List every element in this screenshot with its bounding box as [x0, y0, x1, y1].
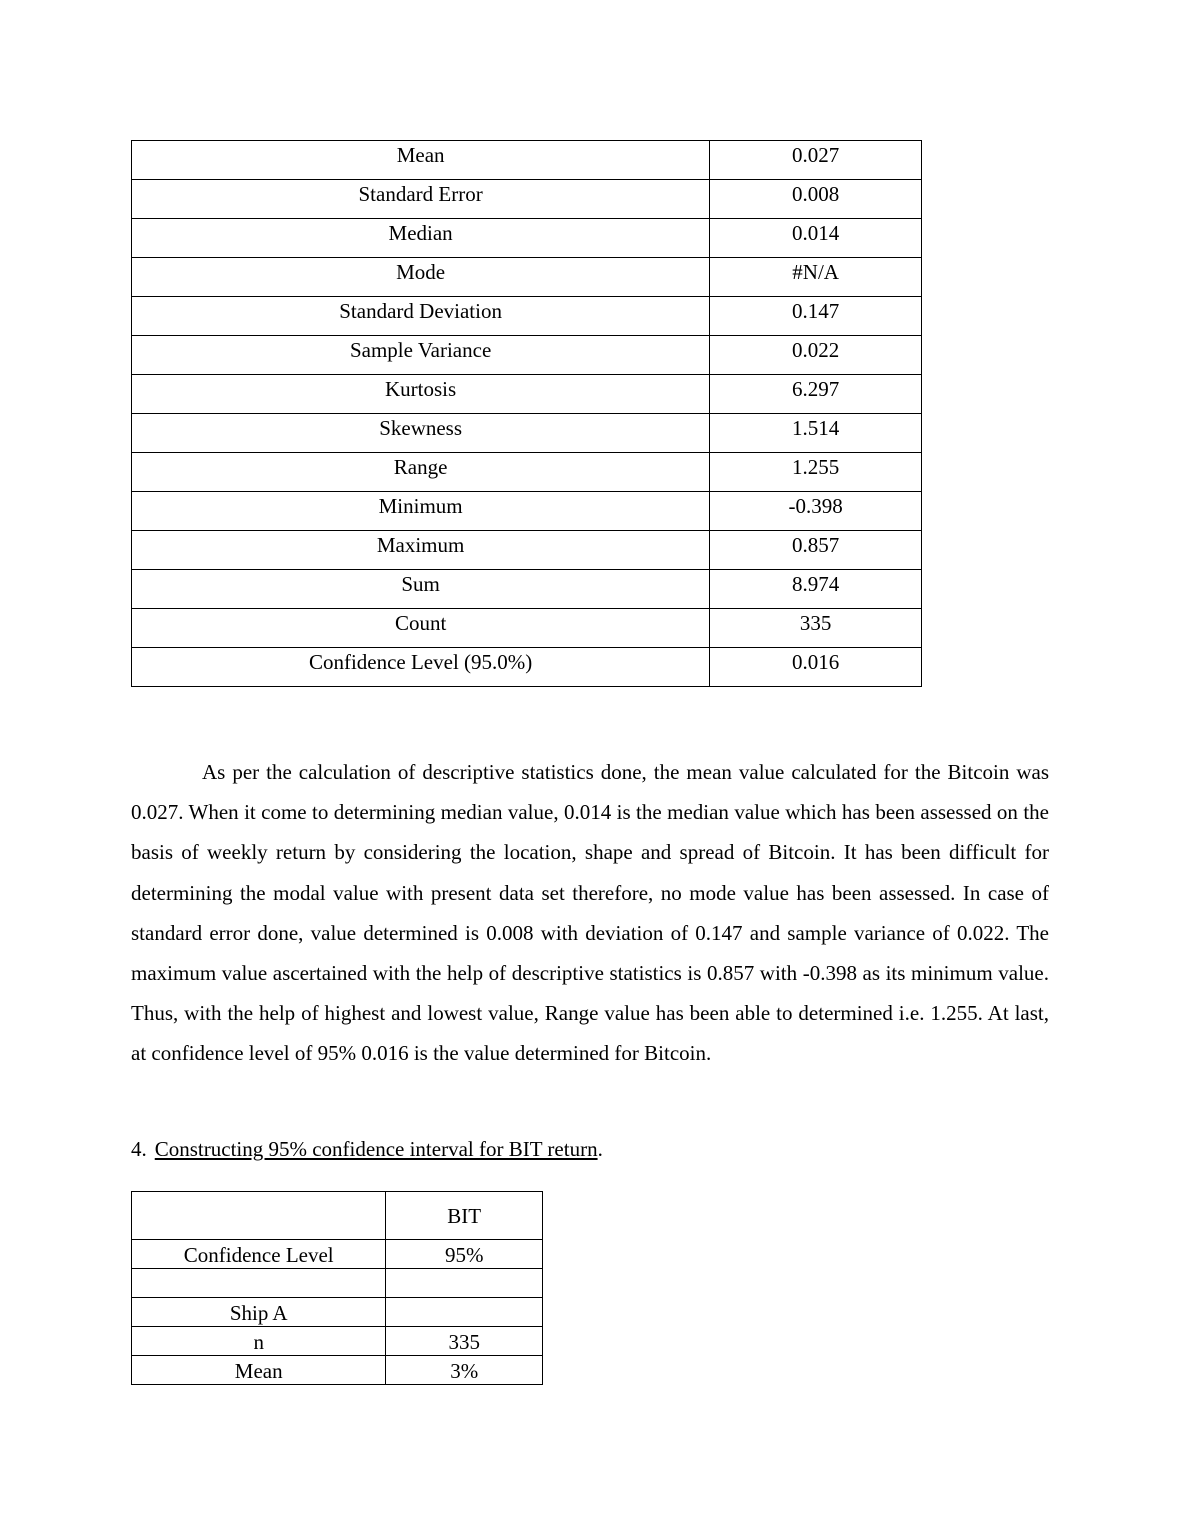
- stat-value: 0.022: [710, 336, 922, 375]
- stat-label: Minimum: [132, 492, 710, 531]
- table-row: [132, 453, 922, 492]
- stat-label: Range: [132, 453, 710, 492]
- table-row: [132, 609, 922, 648]
- table-row: [132, 336, 922, 375]
- ci-value: 95%: [386, 1240, 543, 1269]
- ci-label: n: [132, 1327, 386, 1356]
- table-header-row: [132, 1192, 543, 1240]
- stat-label: Mode: [132, 258, 710, 297]
- stat-label: Standard Error: [132, 180, 710, 219]
- table-row: [132, 258, 922, 297]
- table-row: [132, 1327, 543, 1356]
- stat-value: 6.297: [710, 375, 922, 414]
- stat-label: Skewness: [132, 414, 710, 453]
- ci-label: Ship A: [132, 1298, 386, 1327]
- stat-label: Median: [132, 219, 710, 258]
- table-row: [132, 141, 922, 180]
- table-row: [132, 492, 922, 531]
- stat-value: 0.857: [710, 531, 922, 570]
- stat-label: Sum: [132, 570, 710, 609]
- stat-value: 0.147: [710, 297, 922, 336]
- table-row: [132, 1298, 543, 1327]
- section-heading: [131, 1134, 603, 1164]
- table-row: [132, 648, 922, 687]
- stat-label: Kurtosis: [132, 375, 710, 414]
- confidence-interval-table: [131, 1191, 543, 1385]
- table-row: [132, 297, 922, 336]
- stat-value: 1.255: [710, 453, 922, 492]
- table-row: [132, 180, 922, 219]
- stat-value: 0.027: [710, 141, 922, 180]
- stat-value: 335: [710, 609, 922, 648]
- section-number: 4.: [131, 1137, 147, 1161]
- stat-label: Maximum: [132, 531, 710, 570]
- stat-value: 0.008: [710, 180, 922, 219]
- ci-header-label: [132, 1192, 386, 1240]
- table-row: [132, 531, 922, 570]
- ci-label: Confidence Level: [132, 1240, 386, 1269]
- ci-label: [132, 1269, 386, 1298]
- ci-label: Mean: [132, 1356, 386, 1385]
- stat-label: Standard Deviation: [132, 297, 710, 336]
- section-title: Constructing 95% confidence interval for BIT return: [154, 1137, 598, 1161]
- stat-value: 0.014: [710, 219, 922, 258]
- section-trailing-period: .: [597, 1137, 603, 1161]
- stat-label: Count: [132, 609, 710, 648]
- stat-value: #N/A: [710, 258, 922, 297]
- ci-header-bit: BIT: [386, 1192, 543, 1240]
- table-row: [132, 1269, 543, 1298]
- table-row: [132, 1240, 543, 1269]
- descriptive-statistics-table: [131, 140, 922, 687]
- analysis-paragraph: As per the calculation of descriptive statistics done, the mean value calculated for the Bitcoin was 0.027. When it come to determining median value, 0.014 is the median value which has been assessed on the basis of weekly return by considering the location, shape and spread of Bitcoin. It has been difficult for determining the modal value with present data set therefore, no mode value has been assessed. In case of standard error done, value determined is 0.008 with deviation of 0.147 and sample variance of 0.022. The maximum value ascertained with the help of descriptive statistics is 0.857 with -0.398 as its minimum value. Thus, with the help of highest and lowest value, Range value has been able to determined i.e. 1.255. At last, at confidence level of 95% 0.016 is the value determined for Bitcoin.: [131, 760, 1049, 1066]
- stat-value: 8.974: [710, 570, 922, 609]
- ci-value: [386, 1269, 543, 1298]
- stat-value: 1.514: [710, 414, 922, 453]
- table-row: [132, 219, 922, 258]
- ci-value: 335: [386, 1327, 543, 1356]
- stat-value: -0.398: [710, 492, 922, 531]
- table-row: [132, 375, 922, 414]
- table-row: [132, 414, 922, 453]
- stat-label: Confidence Level (95.0%): [132, 648, 710, 687]
- table-row: [132, 570, 922, 609]
- ci-value: [386, 1298, 543, 1327]
- ci-value: 3%: [386, 1356, 543, 1385]
- stat-label: Mean: [132, 141, 710, 180]
- stat-label: Sample Variance: [132, 336, 710, 375]
- stat-value: 0.016: [710, 648, 922, 687]
- table-row: [132, 1356, 543, 1385]
